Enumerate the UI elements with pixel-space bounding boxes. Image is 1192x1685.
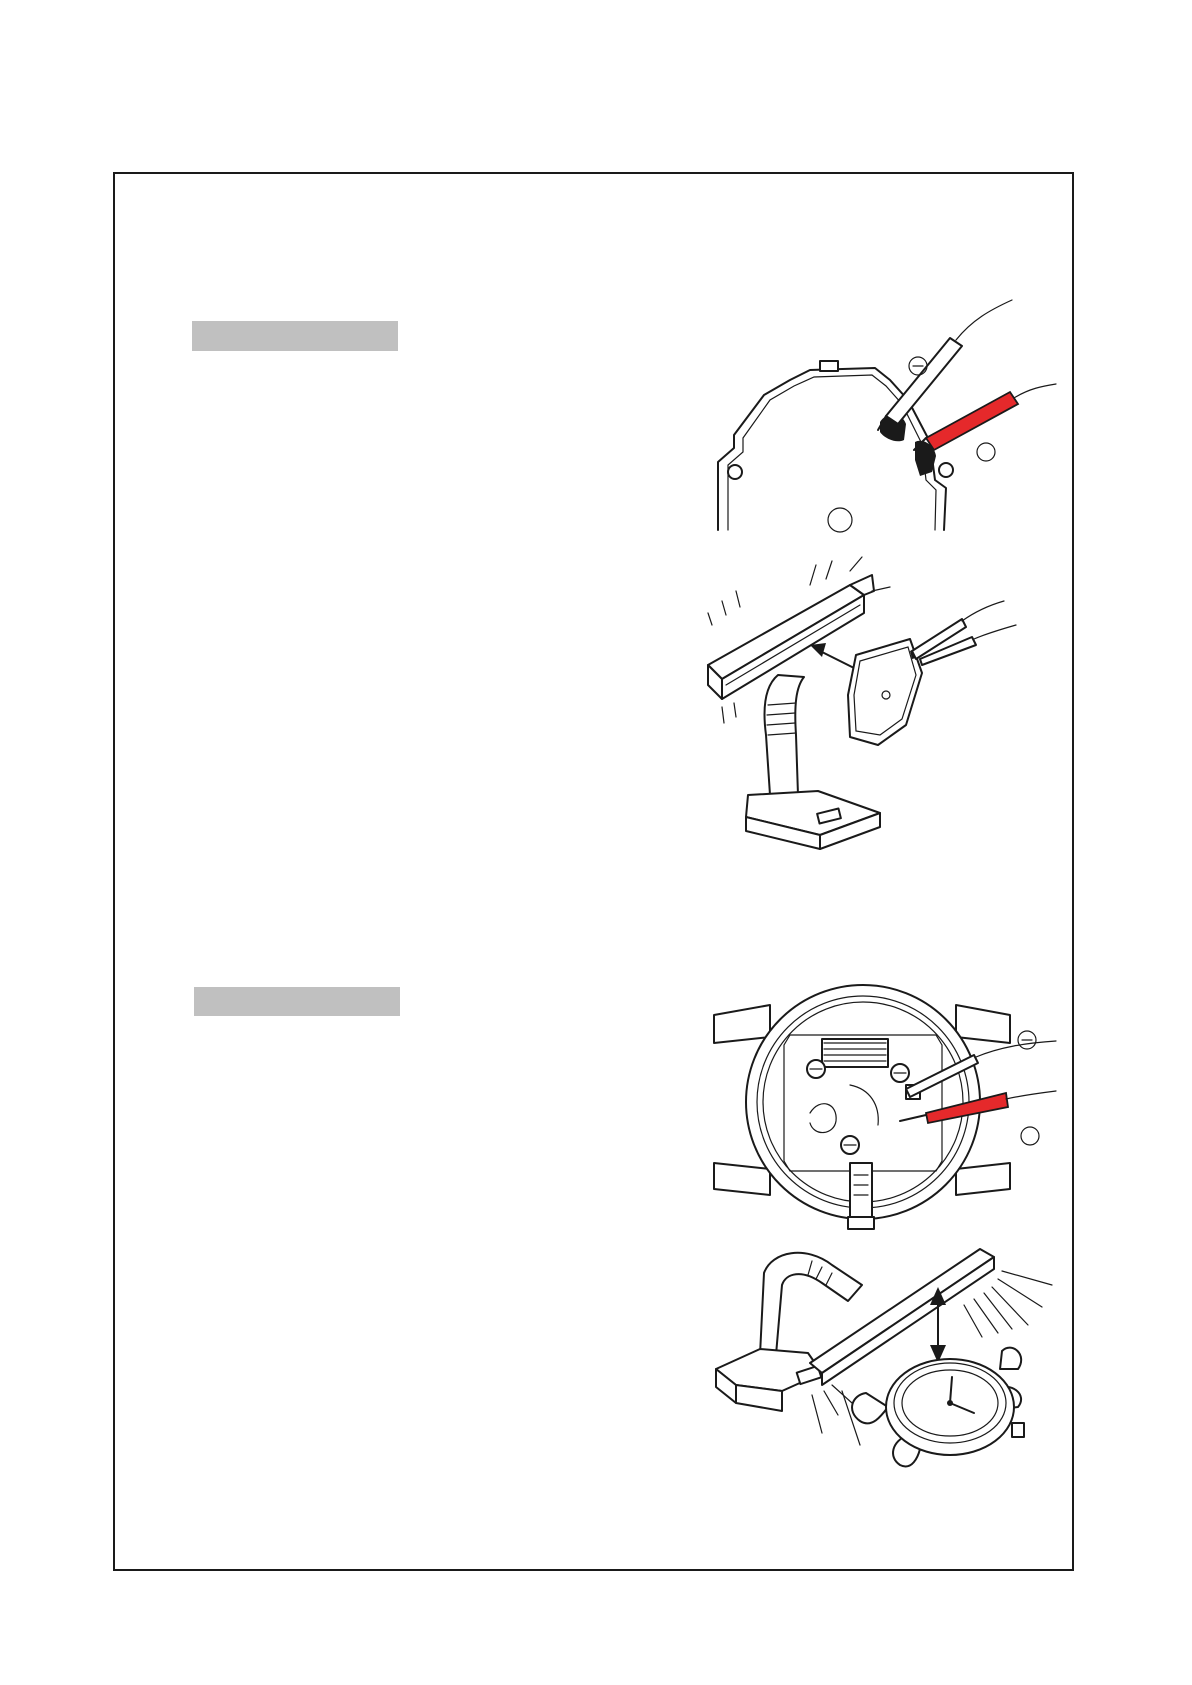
lug bbox=[714, 1005, 770, 1043]
lug bbox=[956, 1005, 1010, 1043]
lamp-watch-illustration bbox=[712, 1245, 1062, 1470]
minus-circle-icon bbox=[909, 357, 927, 375]
circle-icon bbox=[828, 508, 852, 532]
lug bbox=[714, 1163, 770, 1195]
movement-probe-illustration bbox=[710, 320, 1060, 535]
minus-circle-icon bbox=[1018, 1031, 1036, 1049]
lamp-movement-illustration bbox=[700, 555, 1020, 855]
watch-case-probe-illustration bbox=[710, 985, 1060, 1230]
lug bbox=[956, 1163, 1010, 1195]
section-heading-2 bbox=[194, 987, 400, 1016]
section-heading-1 bbox=[192, 321, 398, 351]
circle-icon bbox=[977, 443, 995, 461]
circle-icon bbox=[1021, 1127, 1039, 1145]
